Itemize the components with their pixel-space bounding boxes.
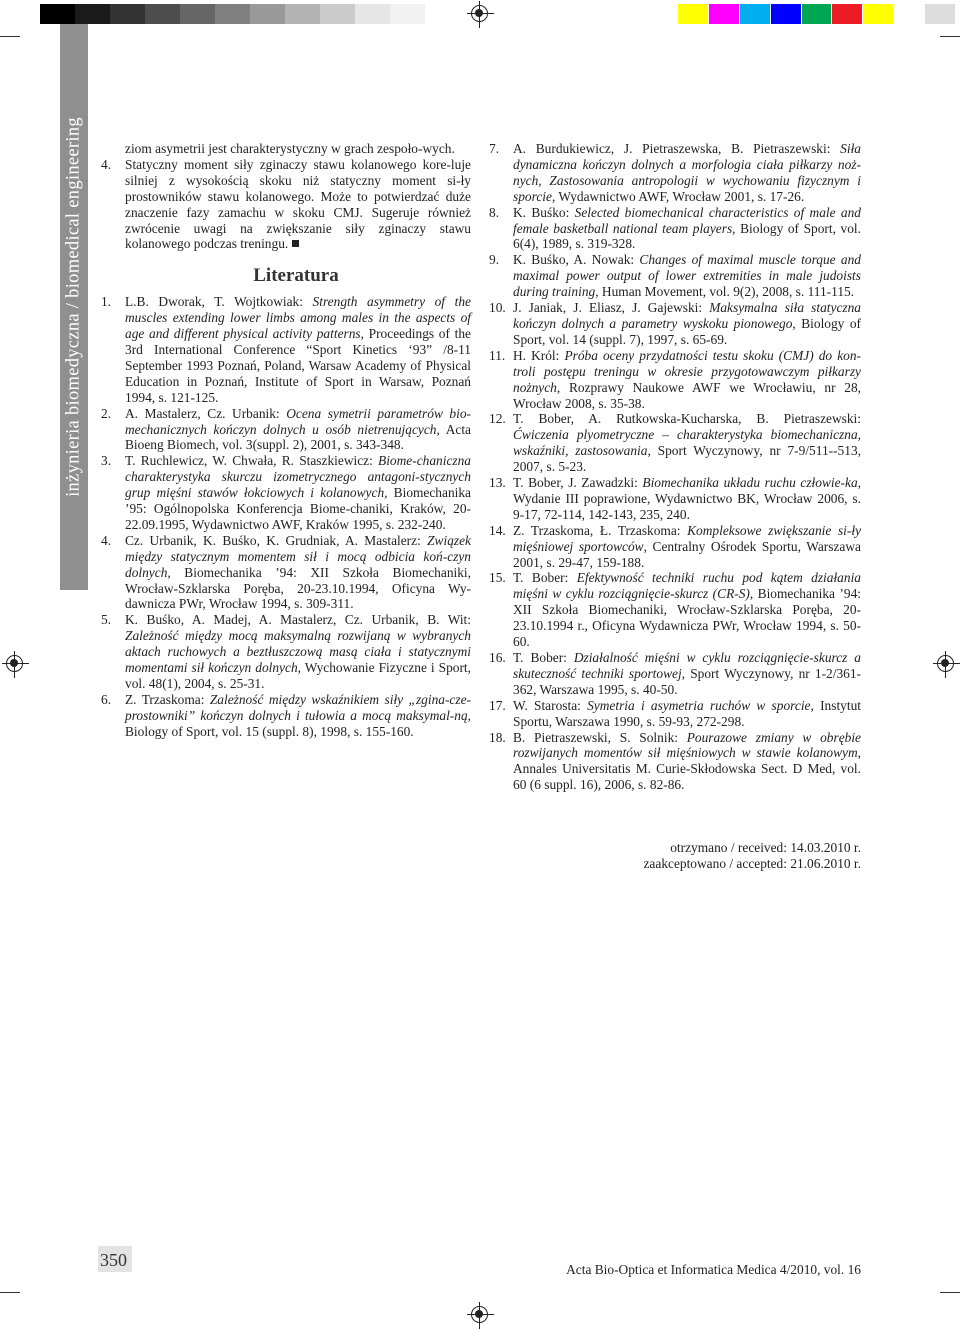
color-calibration-bar [678, 4, 956, 24]
gray-swatch [355, 4, 390, 24]
reference-item [489, 523, 861, 571]
reference-source: , Sport Wyczynowy, nr 7-9/511--513, 2007, s. 5-23. [513, 443, 861, 475]
reference-item [489, 475, 861, 523]
reference-item [489, 698, 861, 730]
color-swatch [802, 4, 833, 24]
reference-authors: Z. Trzaskoma, Ł. Trzaskoma: [513, 522, 688, 538]
left-column [101, 141, 471, 740]
reference-number: 18. [489, 729, 506, 745]
reference-source: , Biology of Sport, vol. 6(4), 1989, s. 319-328. [513, 220, 861, 252]
reference-title: Efektywność techniki ruchu pod kątem działania mięśni w cyklu rozciągnięcie-skurcz (CR-S) [513, 570, 861, 602]
reference-item [489, 205, 861, 253]
page-number: 350 [100, 1250, 127, 1270]
color-swatch [678, 4, 709, 24]
reference-authors: J. Janiak, J. Eliasz, J. Gajewski: [513, 300, 710, 316]
reference-source: , Biomechanika ’94: XII Szkoła Biomechaniki, Wrocław-Szklarska Poręba, 20-23.10.1994 r., Oficyna Wydawnicza PWr, Wrocław 1994, s. 50-60. [513, 586, 861, 650]
conclusion-point [101, 157, 471, 252]
reference-list-right [489, 141, 861, 793]
grayscale-calibration-bar [40, 4, 460, 24]
reference-item [489, 252, 861, 300]
reference-source: , Wydawnictwo AWF, Wrocław 2001, s. 17-26. [551, 188, 805, 204]
right-column [489, 141, 861, 793]
reference-authors: Cz. Urbanik, K. Buśko, K. Grudniak, A. Mastalerz: [125, 532, 428, 548]
conclusion-text: Statyczny moment siły zginaczy stawu kolanowego kore-luje silniej z wysokością skoku niż statyczny moment si-ły prostowników stawu kolanowego. Może to potwierdzać duże znaczenie fazy zamachu w skoku CMJ. Sugeruje również zwrócenie uwagi na zwiększanie siły zginaczy stawu kolanowego podczas treningu. [125, 156, 471, 252]
reference-title: Ocena symetrii parametrów bio-mechanicznych kończyn dolnych u osób nietrenujących [125, 405, 471, 437]
reference-source: , Biology of Sport, vol. 15 (suppl. 8), 1998, s. 155-160. [125, 707, 471, 739]
registration-mark-icon [937, 655, 954, 672]
gray-swatch [425, 4, 460, 24]
reference-item [489, 411, 861, 475]
reference-authors: L.B. Dworak, T. Wojtkowiak: [125, 294, 313, 310]
references-heading: Literatura [253, 265, 339, 287]
reference-item [489, 650, 861, 698]
reference-title: Strength asymmetry of the muscles extending lower limbs among males in the aspects of age and different physical activity patterns [125, 294, 471, 342]
reference-source: , Acta Bioeng Biomech, vol. 3(suppl. 2), 2001, s. 343-348. [125, 421, 471, 453]
received-date: otrzymano / received: 14.03.2010 r. [670, 840, 861, 855]
reference-title: Biome-chaniczna charakterystyka skurczu izometrycznego antagoni-stycznych grup mięśni stawów łokciowych i kolanowych [125, 453, 471, 501]
reference-source: , Rozprawy Naukowe AWF we Wrocławiu, nr 28, Wrocław 2008, s. 35-38. [513, 379, 861, 411]
reference-authors: W. Starosta: [513, 697, 588, 713]
reference-source: , Biomechanika ’94: XII Szkoła Biomechaniki, Wrocław-Szklarska Poręba, 20-23.10.1994, Oficyna Wy-dawnicza PWr, Wrocław 1994, s. 309-311. [125, 564, 471, 612]
reference-number: 1. [101, 294, 112, 310]
reference-item [101, 612, 471, 692]
gray-swatch [40, 4, 75, 24]
reference-item [489, 348, 861, 412]
gray-swatch [110, 4, 145, 24]
reference-authors: B. Pietraszewski, S. Solnik: [513, 729, 687, 745]
reference-item [101, 294, 471, 405]
reference-number: 6. [101, 691, 112, 707]
color-swatch [894, 4, 925, 24]
reference-number: 12. [489, 411, 506, 427]
reference-item [101, 533, 471, 613]
reference-item [101, 692, 471, 740]
reference-number: 4. [101, 532, 112, 548]
reference-number: 17. [489, 697, 506, 713]
gray-swatch [180, 4, 215, 24]
reference-authors: T. Ruchlewicz, W. Chwała, R. Staszkiewicz: [125, 453, 379, 469]
registration-mark-icon [471, 1306, 488, 1323]
reference-source: , Centralny Ośrodek Sportu, Warszawa 2001, s. 29-47, 159-188. [513, 538, 861, 570]
side-section-title: inżynieria biomedyczna / biomedical engineering [63, 117, 84, 497]
reference-title: Maksymalna siła statyczna kończyn dolnych a parametry wyskoku pionowego [513, 300, 861, 331]
reference-authors: T. Bober: [513, 570, 577, 586]
reference-authors: Z. Trzaskoma: [125, 691, 210, 707]
crop-mark [940, 1292, 960, 1293]
reference-source: , Proceedings of the 3rd International Conference “Sport Kinetics ‘93” /8-11 September 1993 Poznań, Poland, Warsaw Academy of Physical Education in Poznań, Institute of Sport in Warsaw, Poznań 1994, s. 121-125. [125, 326, 471, 405]
color-swatch [925, 4, 956, 24]
color-swatch [771, 4, 802, 24]
reference-source: , Biomechanika ’95: Ogólnopolska Konferencja Biome-chaniki, Kraków, 20-22.09.1995, Wydawnictwo AWF, Kraków 1995, s. 232-240. [125, 485, 472, 532]
reference-source: , Instytut Sportu, Warszawa 1990, s. 59-93, 272-298. [513, 697, 861, 729]
gray-swatch [250, 4, 285, 24]
reference-title: Selected biomechanical characteristics of male and female basketball national team players [513, 204, 861, 236]
reference-authors: A. Burdukiewicz, J. Pietraszewska, B. Pietraszewski: [513, 141, 841, 156]
reference-number: 7. [489, 141, 500, 156]
end-square-icon [292, 240, 299, 247]
reference-authors: H. Król: [513, 347, 565, 363]
reference-title: Pourazowe zmiany w obrębie rozwijanych momentów sił mięśniowych w stawie kolanowym [513, 729, 861, 761]
reference-number: 11. [489, 347, 506, 363]
reference-title: Zależność między mocą maksymalną rozwijaną w wybranych aktach ruchowych a beztłuszczową masą ciała i statycznymi momentami sił kończyn dolnych [125, 628, 471, 676]
reference-title: Próba oceny przydatności testu skoku (CMJ) do kon-troli postępu treningu w okresie przygotowawczym piłkarzy nożnych [513, 347, 861, 395]
reference-title: Zależność między wskaźnikiem siły „zgina-cze-prostowniki” kończyn dolnych i tułowia a mocą maksymal-ną [125, 691, 471, 723]
crop-mark [0, 36, 20, 37]
color-swatch [740, 4, 771, 24]
reference-item [101, 406, 471, 454]
reference-source: , Wychowanie Fizyczne i Sport, vol. 48(1), 2004, s. 25-31. [125, 660, 471, 691]
reference-source: , Annales Universitatis M. Curie-Skłodowska Sect. D Med, vol. 60 (6 suppl. 16), 2006, s. 82-86. [513, 745, 861, 793]
reference-title: Changes of maximal muscle torque and maximal power output of lower extremities in male judoists during training [513, 252, 861, 300]
reference-title: Związek między statycznym momentem sił i mocą odbicia koń-czyn dolnych [125, 532, 471, 580]
reference-source: , Human Movement, vol. 9(2), 2008, s. 111-115. [595, 284, 855, 300]
gray-swatch [75, 4, 110, 24]
reference-number: 9. [489, 252, 500, 268]
reference-item [489, 730, 861, 794]
reference-title: Działalność mięśni w cyklu rozciągnięcie-skurcz a skuteczność techniki sportowej [513, 650, 861, 681]
gray-swatch [285, 4, 320, 24]
reference-title: Symetria i asymetria ruchów w sporcie [587, 697, 811, 713]
reference-title: Ćwiczenia plyometryczne – charakterystyka biomechaniczna, wskaźniki, zastosowania [513, 427, 861, 459]
reference-source: , Biology of Sport, vol. 14 (suppl. 7), 1997, s. 65-69. [513, 315, 861, 347]
gray-swatch [390, 4, 425, 24]
reference-item [101, 453, 471, 533]
gray-swatch [215, 4, 250, 24]
crop-mark [0, 1292, 20, 1293]
reference-authors: T. Bober, J. Zawadzki: [513, 475, 643, 491]
reference-authors: T. Bober, A. Rutkowska-Kucharska, B. Pietraszewski: [513, 411, 861, 427]
reference-authors: K. Buśko, A. Madej, A. Mastalerz, Cz. Urbanik, B. Wit: [125, 612, 471, 628]
reference-item [489, 300, 861, 348]
reference-authors: K. Buśko, A. Nowak: [513, 252, 640, 268]
journal-footer: Acta Bio-Optica et Informatica Medica 4/2010, vol. 16 [566, 1262, 861, 1277]
reference-authors: A. Mastalerz, Cz. Urbanik: [125, 405, 287, 421]
conclusion-continuation: ziom asymetrii jest charakterystyczny w grach zespoło-wych. [125, 141, 455, 156]
reference-authors: K. Buśko: [513, 204, 575, 220]
registration-mark-icon [6, 655, 23, 672]
reference-list-left [101, 294, 471, 739]
reference-number: 5. [101, 612, 112, 628]
reference-source: , Sport Wyczynowy, nr 1-2/361-362, Warszawa 1995, s. 40-50. [513, 665, 861, 697]
reference-item [489, 570, 861, 650]
reference-number: 10. [489, 300, 506, 316]
gray-swatch [320, 4, 355, 24]
registration-mark-icon [471, 5, 488, 22]
reference-number: 2. [101, 405, 112, 421]
reference-number: 14. [489, 522, 506, 538]
conclusion-number: 4. [101, 156, 112, 172]
color-swatch [832, 4, 863, 24]
reference-title: Biomechanika układu ruchu człowie-ka [642, 475, 858, 491]
crop-mark [940, 36, 960, 37]
reference-title: Kompleksowe zwiększanie si-ły mięśniowej sportowców [513, 522, 862, 554]
reference-number: 16. [489, 650, 506, 665]
color-swatch [709, 4, 740, 24]
reference-title: Siła dynamiczna kończyn dolnych a morfologia ciała piłkarzy noż-nych, Zastosowania antropologii w wychowaniu fizycznym i sporcie [513, 141, 861, 204]
reference-number: 3. [101, 453, 112, 469]
reference-number: 8. [489, 204, 500, 220]
reference-item [489, 141, 861, 205]
reference-number: 15. [489, 570, 506, 586]
reference-authors: T. Bober: [513, 650, 574, 665]
reference-source: , Wydanie III poprawione, Wydawnictwo BK, Wrocław 2006, s. 9-17, 72-114, 142-143, 235, 240. [513, 475, 862, 522]
color-swatch [863, 4, 894, 24]
gray-swatch [145, 4, 180, 24]
reference-number: 13. [489, 475, 506, 491]
article-dates [643, 840, 861, 872]
accepted-date: zaakceptowano / accepted: 21.06.2010 r. [643, 856, 861, 871]
